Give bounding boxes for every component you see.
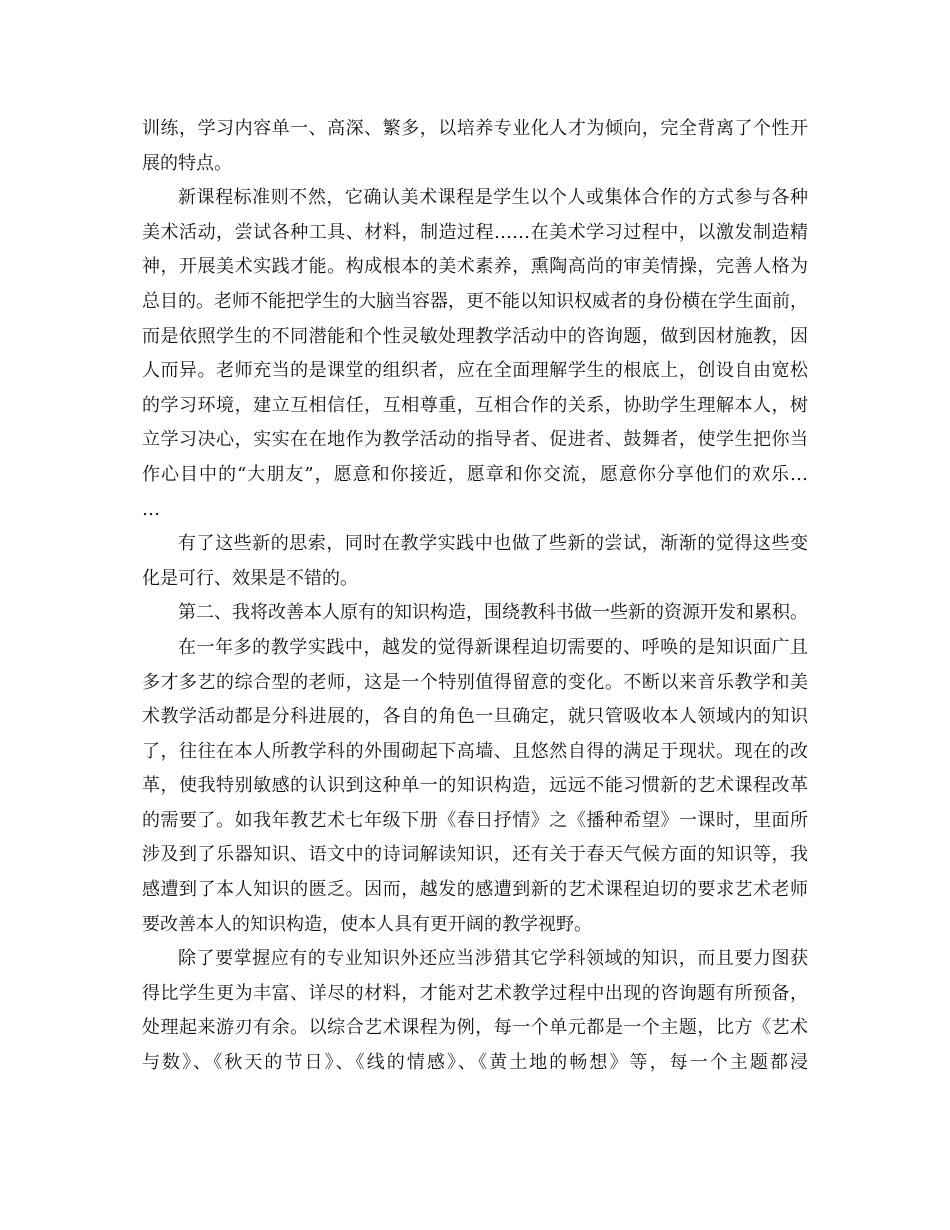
text-line: 人而异。老师充当的是课堂的组织者，应在全面理解学生的根底上，创设自由宽松 — [142, 360, 808, 382]
text-line: 神，开展美术实践才能。构成根本的美术素养，熏陶高尚的审美情操，完善人格为 — [142, 256, 808, 278]
text-line: 要改善本人的知识构造，使本人具有更开阔的教学视野。 — [142, 913, 592, 935]
text-line: 展的特点。 — [142, 152, 232, 174]
document-body — [142, 112, 808, 1081]
text-line: 多才多艺的综合型的老师，这是一个特别值得留意的变化。不断以来音乐教学和美 — [142, 671, 808, 693]
text-line: 作心目中的“大朋友”，愿意和你接近，愿章和你交流，愿意你分享他们的欢乐… — [142, 463, 808, 485]
text-line: 涉及到了乐器知识、语文中的诗词解读知识，还有关于春天气候方面的知识等，我 — [142, 844, 808, 866]
text-line: 训练，学习内容单一、高深、繁多，以培养专业化人才为倾向，完全背离了个性开 — [142, 118, 808, 139]
text-line: 在一年多的教学实践中，越发的觉得新课程迫切需要的、呼唤的是知识面广且 — [178, 636, 808, 658]
text-line: 化是可行、效果是不错的。 — [142, 567, 358, 589]
text-line: 美术活动，尝试各种工具、材料，制造过程……在美术学习过程中，以激发制造精 — [142, 221, 808, 243]
text-line: 而是依照学生的不同潜能和个性灵敏处理教学活动中的咨询题，做到因材施教，因 — [142, 325, 808, 347]
text-line: 除了要掌握应有的专业知识外还应当涉猎其它学科领域的知识，而且要力图获 — [178, 948, 808, 970]
text-line: 新课程标准则不然，它确认美术课程是学生以个人或集体合作的方式参与各种 — [178, 187, 808, 209]
text-line: 术教学活动都是分科进展的，各自的角色一旦确定，就只管吸收本人领域内的知识 — [142, 706, 808, 728]
text-line: 总目的。老师不能把学生的大脑当容器，更不能以知识权威者的身份横在学生面前， — [142, 290, 808, 312]
text-line: 有了这些新的思索，同时在教学实践中也做了些新的尝试，渐渐的觉得这些变 — [178, 533, 808, 555]
text-line: 第二、我将改善本人原有的知识构造，围绕教科书做一些新的资源开发和累积。 — [178, 602, 808, 624]
text-line: … — [142, 498, 160, 520]
text-line: 得比学生更为丰富、详尽的材料，才能对艺术教学过程中出现的咨询题有所预备， — [142, 982, 808, 1004]
text-line: 革，使我特别敏感的认识到这种单一的知识构造，远远不能习惯新的艺术课程改革 — [142, 775, 808, 797]
text-line: 与数》、《秋天的节日》、《线的情感》、《黄土地的畅想》等，每一个主题都浸 — [142, 1052, 808, 1074]
text-line: 的需要了。如我年教艺术七年级下册《春日抒情》之《播种希望》一课时，里面所 — [142, 809, 808, 831]
text-line: 了，往往在本人所教学科的外围砌起下高墙、且悠然自得的满足于现状。现在的改 — [142, 740, 808, 762]
text-line: 的学习环境，建立互相信任，互相尊重，互相合作的关系，协助学生理解本人，树 — [142, 394, 808, 416]
text-line: 处理起来游刃有余。以综合艺术课程为例，每一个单元都是一个主题，比方《艺术 — [142, 1017, 808, 1039]
text-line: 感遭到了本人知识的匮乏。因而，越发的感遭到新的艺术课程迫切的要求艺术老师 — [142, 879, 808, 901]
text-line: 立学习决心，实实在在地作为教学活动的指导者、促进者、鼓舞者，使学生把你当 — [142, 429, 808, 451]
